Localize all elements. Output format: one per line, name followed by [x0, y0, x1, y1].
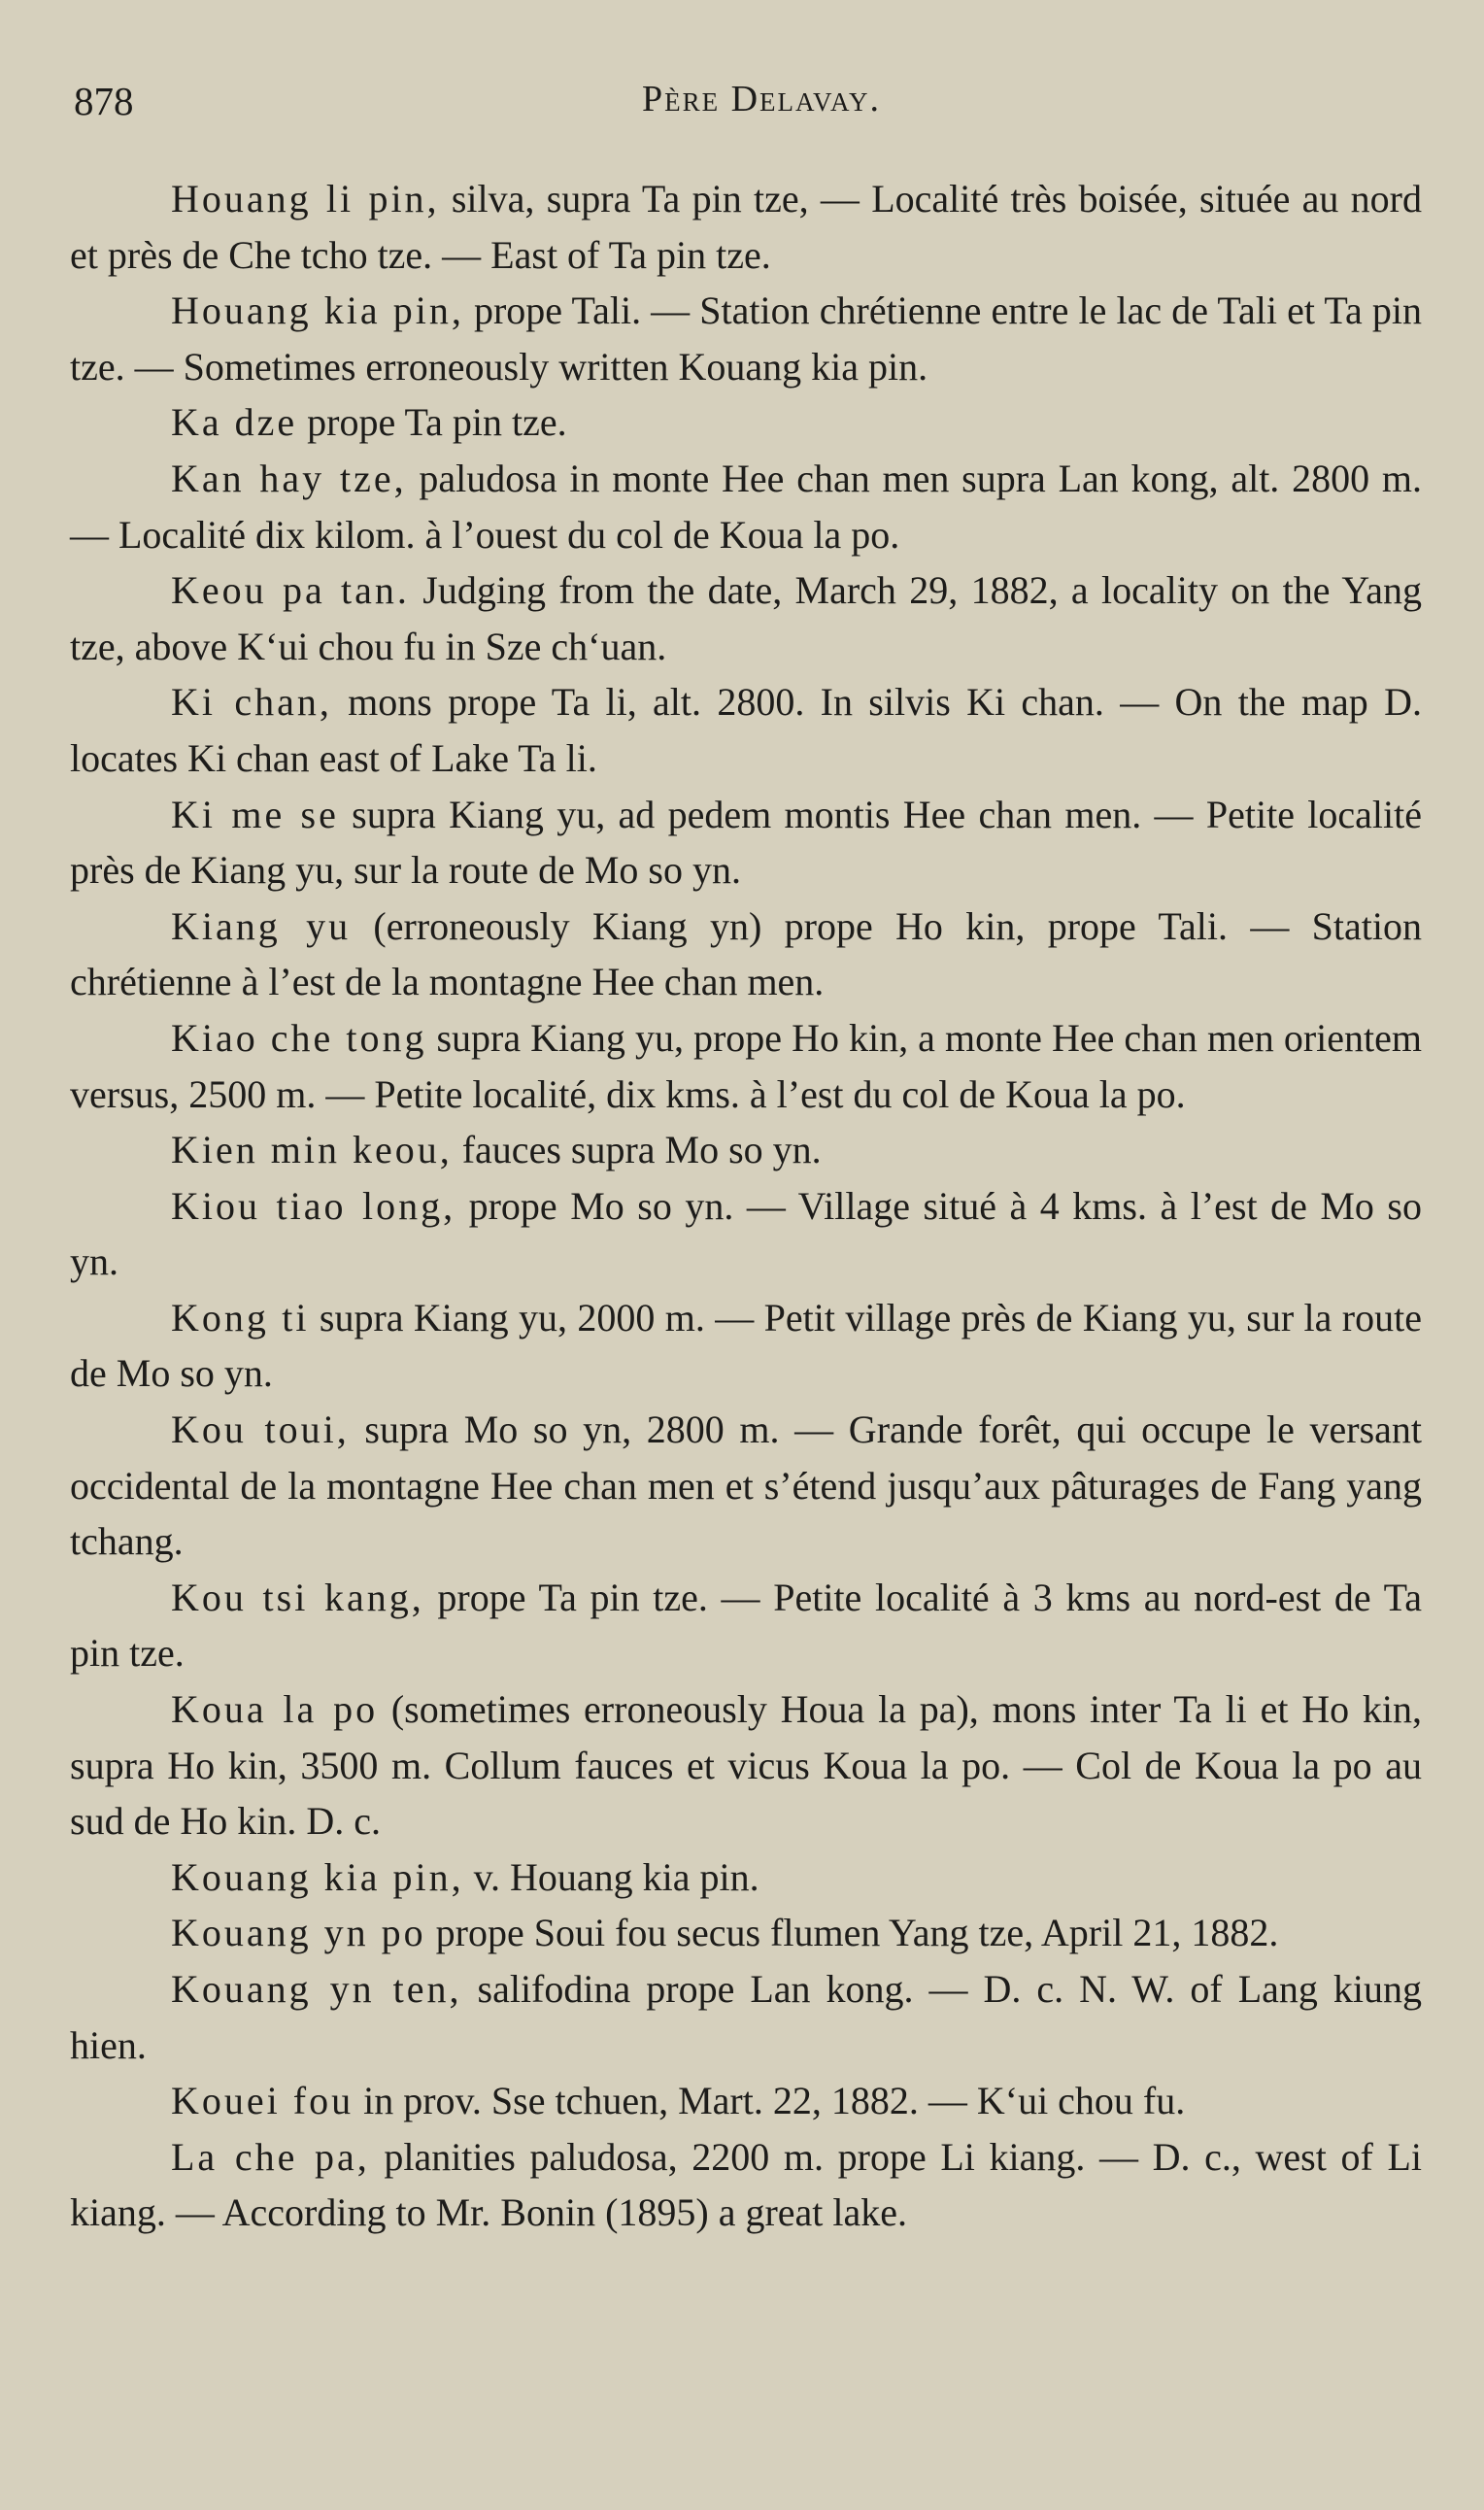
entry-text: mons prope Ta li, alt. 2800. In silvis Ki chan. — On the map D. locates Ki chan east of Lake Ta li. — [70, 680, 1422, 780]
entry — [70, 1290, 1422, 1402]
entry — [70, 1402, 1422, 1570]
entry — [70, 2073, 1422, 2129]
entry — [70, 562, 1422, 674]
entry-term: Kou tsi kang, — [171, 1575, 424, 1619]
entry — [70, 899, 1422, 1010]
entry-term: Kouang kia pin, — [171, 1854, 464, 1899]
entry — [70, 394, 1422, 451]
entry-text: silva, supra Ta pin tze, — Localité très boisée, située au nord et près de Che tcho tze. — East of Ta pin tze. — [70, 177, 1422, 277]
entry-term: Kou toui, — [171, 1408, 350, 1452]
entry — [70, 1178, 1422, 1290]
page-header — [74, 78, 1410, 126]
entry-text: supra Kiang yu, ad pedem montis Hee chan men. — Petite localité près de Kiang yu, sur la route de Mo so yn. — [70, 792, 1422, 893]
entry — [70, 1905, 1422, 1961]
entry-text: supra Mo so yn, 2800 m. — Grande forêt, qui occupe le versant occidental de la montagne Hee chan men et s’étend jusqu’aux pâturages de Fang yang tchang. — [70, 1408, 1422, 1564]
entry-text: prope Soui fou secus flumen Yang tze, April 21, 1882. — [425, 1911, 1279, 1955]
entry — [70, 1961, 1422, 2073]
entry-text: in prov. Sse tchuen, Mart. 22, 1882. — K‘ui chou fu. — [354, 2079, 1186, 2123]
entry-term: Ki chan, — [171, 680, 332, 725]
page-number: 878 — [74, 79, 134, 123]
entry — [70, 1849, 1422, 1906]
entry-term: Kouang yn ten, — [171, 1967, 462, 2011]
entry-term: Keou pa tan. — [171, 568, 410, 613]
entry-text: prope Tali. — Station chrétienne entre le lac de Tali et Ta pin tze. — Sometimes erroneously written Kouang kia pin. — [70, 288, 1422, 389]
entry-term: Kouang yn po — [171, 1911, 426, 1955]
entry — [70, 1010, 1422, 1122]
entry — [70, 674, 1422, 786]
entry-text: prope Mo so yn. — Village situé à 4 kms. à l’est de Mo so yn. — [70, 1183, 1422, 1284]
entry-text: fauces supra Mo so yn. — [452, 1128, 822, 1172]
entry-term: Kiou tiao long, — [171, 1183, 456, 1228]
entry — [70, 1681, 1422, 1849]
entry-text: supra Kiang yu, 2000 m. — Petit village près de Kiang yu, sur la route de Mo so yn. — [70, 1295, 1422, 1396]
entry-text: (sometimes erroneously Houa la pa), mons inter Ta li et Ho kin, supra Ho kin, 3500 m. Collum fauces et vicus Koua la po. — Col de Koua la po au sud de Ho kin. D. c. — [70, 1687, 1422, 1844]
entry-term: Koua la po — [171, 1687, 379, 1732]
entry-term: Ki me se — [171, 792, 339, 836]
entry-text: prope Ta pin tze. — [297, 400, 567, 445]
entry-term: Kien min keou, — [171, 1128, 453, 1172]
entry-text: paludosa in monte Hee chan men supra Lan kong, alt. 2800 m. — Localité dix kilom. à l’ouest du col de Koua la po. — [70, 456, 1422, 557]
entry-term: Kouei fou — [171, 2079, 354, 2123]
entry-text: (erroneously Kiang yn) prope Ho kin, prope Tali. — Station chrétienne à l’est de la montagne Hee chan men. — [70, 903, 1422, 1004]
entry — [70, 1122, 1422, 1178]
entry-term: La che pa, — [171, 2134, 370, 2179]
running-head: Père Delavay. — [641, 79, 882, 119]
body-text — [70, 171, 1422, 2241]
entry-text: planities paludosa, 2200 m. prope Li kiang. — D. c., west of Li kiang. — According to Mr. Bonin (1895) a great lake. — [70, 2134, 1422, 2235]
entry — [70, 283, 1422, 394]
entry — [70, 171, 1422, 283]
entry-term: Kong ti — [171, 1295, 310, 1340]
entry-term: Kiang yu — [171, 903, 352, 948]
entry-term: Houang li pin, — [171, 177, 440, 220]
entry — [70, 451, 1422, 562]
entry-term: Kan hay tze, — [171, 456, 407, 500]
entry-term: Houang kia pin, — [171, 288, 464, 333]
entry — [70, 1570, 1422, 1681]
entry-text: prope Ta pin tze. — Petite localité à 3 kms au nord-est de Ta pin tze. — [70, 1575, 1422, 1676]
entry — [70, 787, 1422, 899]
entry-text: Judging from the date, March 29, 1882, a locality on the Yang tze, above K‘ui chou fu in Sze ch‘uan. — [70, 568, 1422, 668]
entry-term: Kiao che tong — [171, 1015, 427, 1060]
entry-text: supra Kiang yu, prope Ho kin, a monte Hee chan men orientem versus, 2500 m. — Petite localité, dix kms. à l’est du col de Koua la po. — [70, 1015, 1423, 1116]
entry-text: salifodina prope Lan kong. — D. c. N. W. of Lang kiung hien. — [70, 1967, 1422, 2067]
entry — [70, 2129, 1422, 2241]
entry-term: Ka dze — [171, 400, 298, 445]
entry-text: v. Houang kia pin. — [463, 1854, 759, 1899]
